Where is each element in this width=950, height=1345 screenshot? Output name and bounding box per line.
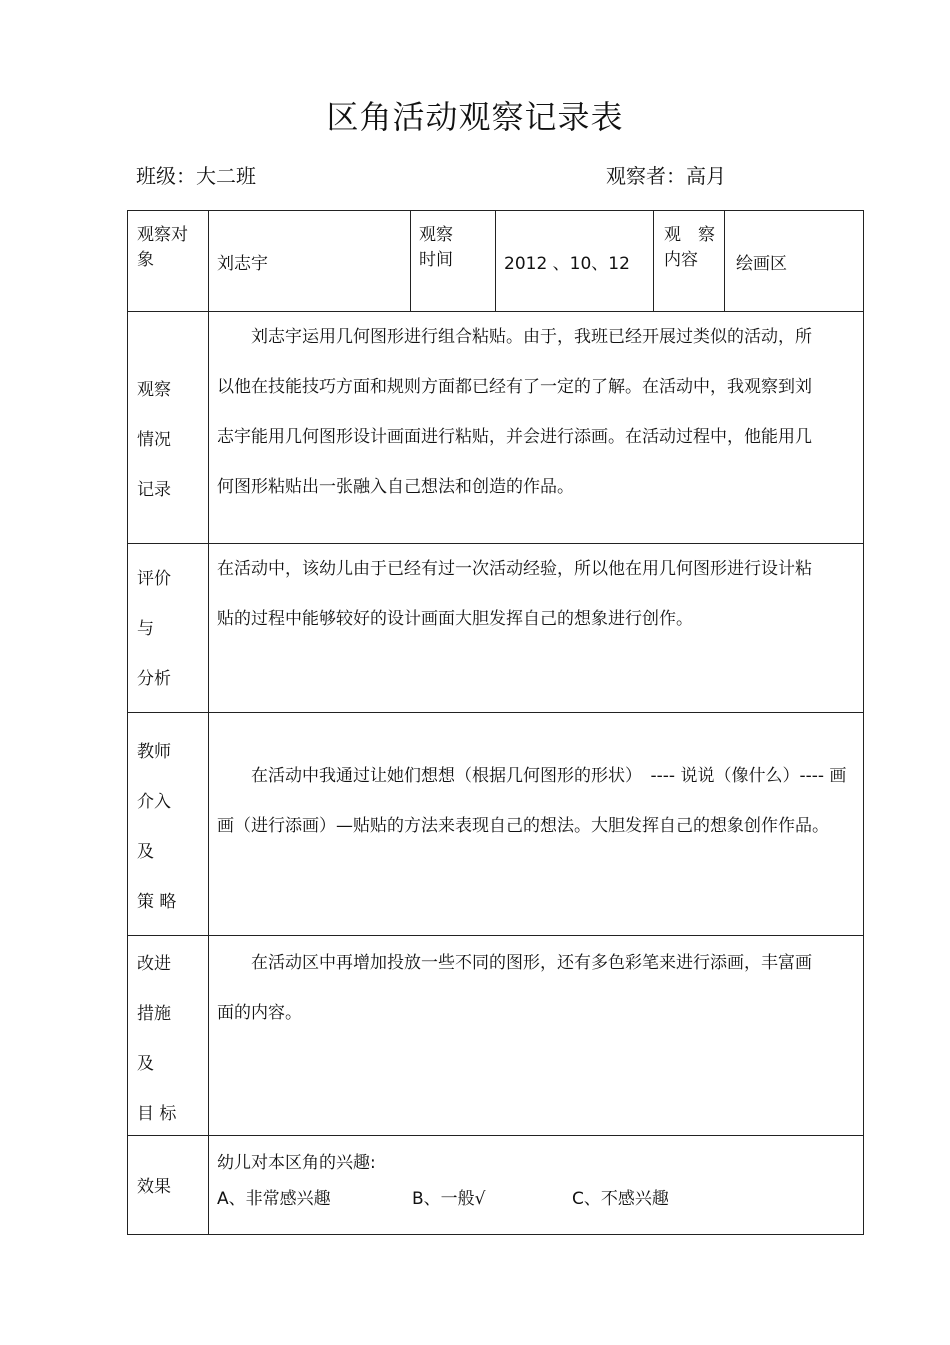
observation-label: 观察 情况 记录 — [137, 380, 171, 500]
option-b: B、一般√ — [412, 1189, 486, 1209]
improvement-content — [208, 936, 863, 1135]
class-label: 班级：大二班 — [136, 164, 256, 188]
content-value: 绘画区 — [724, 211, 863, 311]
option-c: C、不感兴趣 — [572, 1189, 669, 1209]
observation-row — [128, 311, 863, 543]
strategy-text: 在活动中我通过让她们想想（根据几何图形的形状） ---- 说说（像什么）---- 画画（进行添画）—贴贴的方法来表现自己的想法。大胆发挥自己的想象创作作品。 — [217, 766, 847, 836]
time-label: 观察 时间 — [410, 211, 495, 311]
effect-label: 效果 — [137, 1177, 171, 1197]
observer-label: 观察者：高月 — [606, 164, 726, 188]
evaluation-content — [208, 544, 863, 712]
strategy-label: 教师 介入 及 策 略 — [137, 742, 177, 912]
strategy-content — [208, 713, 863, 935]
header-row — [128, 211, 863, 311]
effect-question: 幼儿对本区角的兴趣: — [217, 1153, 376, 1173]
effect-content — [208, 1136, 863, 1234]
content-label: 观 察 内容 — [653, 211, 724, 311]
evaluation-text: 在活动中，该幼儿由于已经有过一次活动经验，所以他在用几何图形进行设计粘贴的过程中能够较好的设计画面大胆发挥自己的想象进行创作。 — [217, 559, 812, 629]
effect-row — [128, 1135, 863, 1234]
strategy-row — [128, 712, 863, 935]
evaluation-row — [128, 543, 863, 712]
improvement-text: 在活动区中再增加投放一些不同的图形，还有多色彩笔来进行添画，丰富画面的内容。 — [217, 953, 812, 1023]
evaluation-label: 评价 与 分析 — [137, 569, 171, 689]
observation-table — [127, 210, 864, 1235]
option-a: A、非常感兴趣 — [217, 1189, 331, 1209]
improvement-row — [128, 935, 863, 1135]
observation-text: 刘志宇运用几何图形进行组合粘贴。由于，我班已经开展过类似的活动，所以他在技能技巧方面和规则方面都已经有了一定的了解。在活动中，我观察到刘志宇能用几何图形设计画面进行粘贴，并会进行添画。在活动过程中，他能用几何图形粘贴出一张融入自己想法和创造的作品。 — [217, 327, 812, 497]
time-value: 2012 、10、12 — [495, 211, 653, 311]
improvement-label: 改进 措施 及 目 标 — [137, 954, 177, 1124]
target-label: 观察对 象 — [137, 225, 188, 270]
target-value: 刘志宇 — [208, 211, 410, 311]
page-title: 区角活动观察记录表 — [326, 98, 624, 136]
observation-content — [208, 312, 863, 543]
